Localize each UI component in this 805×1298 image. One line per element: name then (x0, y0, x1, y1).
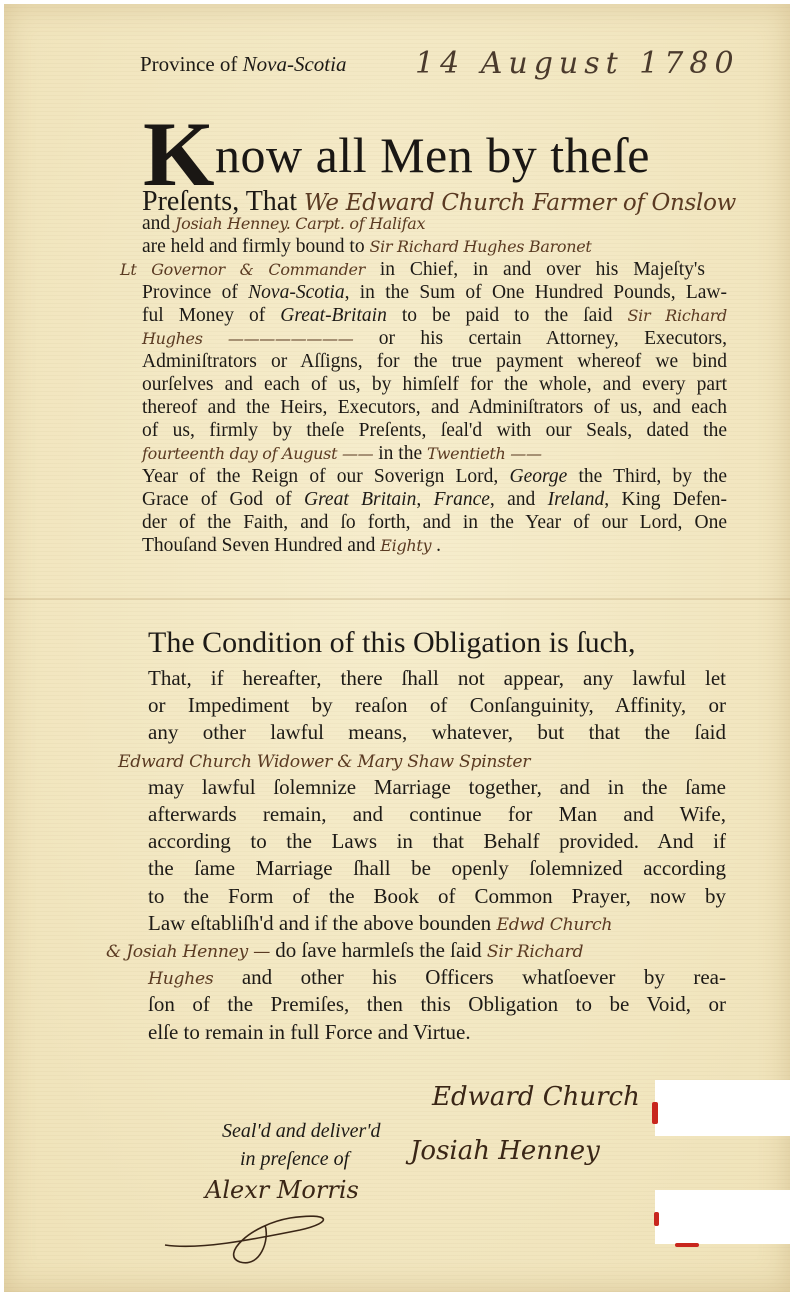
text-line (148, 965, 726, 990)
printed-text: are held and firmly bound to (142, 236, 370, 257)
printed-text: according to the Laws in that Behalf provided. And if (148, 829, 726, 854)
text-line (148, 884, 726, 909)
title-initial: K (143, 103, 215, 205)
attestation-line-1: Seal'd and deliver'd (222, 1120, 381, 1142)
handwritten-entry: Josiah Henney. Carpt. of Halifax (175, 214, 426, 233)
printed-text: der of the Faith, and ſo forth, and in the Year of our Lord, One (142, 512, 727, 533)
text-line (118, 748, 530, 773)
printed-text: Province of (142, 282, 249, 303)
printed-text: any other lawful means, whatever, but that the ſaid (148, 720, 726, 745)
province-name: Nova-Scotia (242, 52, 347, 76)
printed-text: in the (373, 443, 427, 464)
handwritten-entry: Sir Richard (486, 942, 584, 962)
text-line (142, 535, 441, 557)
attestation-line-2: in preſence of (240, 1148, 350, 1170)
text-line (120, 259, 705, 281)
printed-text: thereof and the Heirs, Executors, and Adminiſtrators of us, and each (142, 397, 727, 418)
text-line (148, 775, 726, 800)
printed-text: George (509, 466, 568, 487)
printed-text: or Impediment by reaſon of Conſanguinity, Affinity, or (148, 693, 726, 718)
printed-text: Ireland (547, 489, 605, 510)
text-line (148, 693, 726, 718)
handwritten-entry: Hughes (148, 969, 214, 990)
signature-flourish (160, 1210, 340, 1270)
text-line (148, 802, 726, 827)
printed-text: ful Money of (142, 305, 281, 326)
text-line (142, 328, 727, 350)
printed-text: . (431, 535, 441, 556)
printed-text: may lawful ſolemnize Marriage together, and in the ſame (148, 774, 726, 799)
text-line (142, 489, 727, 511)
printed-text: and other his Officers whatſoever by rea- (213, 965, 726, 990)
handwritten-entry: Hughes ———————— (142, 329, 354, 348)
handwritten-entry: Sir Richard (627, 306, 727, 325)
text-line (148, 856, 726, 881)
handwritten-entry: We Edward Church Farmer of Onslow (304, 190, 736, 216)
printed-text: afterwards remain, and continue for Man and Wife, (148, 802, 726, 826)
handwritten-entry: Edwd Church (496, 914, 613, 935)
printed-text: Grace of God of (142, 489, 304, 510)
printed-text: ourſelves and each of us, by himſelf for the whole, and every part (142, 374, 727, 395)
text-line (142, 282, 727, 304)
handwritten-entry: Edward Church Widower & Mary Shaw Spinster (118, 751, 531, 772)
handwritten-entry: & Josiah Henney — (106, 942, 270, 962)
printed-text: Preſents, That (142, 186, 305, 217)
printed-text: , (416, 489, 434, 510)
printed-text: the ſame Marriage ſhall be openly ſolemnized according (148, 856, 726, 881)
printed-text: Great Britain (303, 489, 417, 510)
seal-tab (655, 1190, 805, 1244)
printed-text: , King Defen- (604, 489, 727, 510)
text-line (142, 374, 727, 396)
printed-text: to the Form of the Book of Common Prayer, now by (148, 883, 726, 908)
witness-signature: Alexr Morris (205, 1176, 359, 1204)
handwritten-entry: fourteenth day of August —— (142, 444, 374, 463)
printed-text: in Chief, in and over his Majeſty's (365, 259, 705, 280)
printed-text: Nova-Scotia (248, 282, 345, 303)
text-line (148, 911, 612, 936)
province-heading (140, 52, 346, 77)
printed-text: ſon of the Premiſes, then this Obligation to be Void, or (148, 992, 726, 1017)
seal-tab (655, 1080, 805, 1136)
title-text: now all Men by theſe (215, 127, 650, 183)
text-line (142, 351, 727, 373)
printed-text: and (142, 213, 176, 234)
text-line (142, 466, 727, 488)
printed-text: do ſave harmleſs the ſaid (269, 938, 487, 962)
printed-text: Law eſtabliſh'd and if the above bounden (148, 910, 497, 935)
text-line (142, 420, 727, 442)
text-line (142, 213, 425, 235)
printed-text: Great-Britain (280, 305, 387, 326)
printed-text: the Third, by the (567, 466, 727, 487)
wax-seal (654, 1212, 659, 1226)
wax-seal (652, 1102, 658, 1124)
handwritten-entry: Sir Richard Hughes Baronet (369, 237, 592, 256)
handwritten-entry: Lt Governor & Commander (120, 260, 366, 279)
text-line (142, 397, 727, 419)
printed-text: , in the Sum of One Hundred Pounds, Law- (344, 282, 728, 303)
text-line (148, 829, 726, 854)
text-line (142, 512, 727, 534)
province-label: Province of (140, 52, 238, 76)
handwritten-date: 14 August 1780 (415, 46, 740, 81)
printed-text: That, if hereafter, there ſhall not appear, any lawful let (148, 666, 726, 690)
signature-josiah-henney: Josiah Henney (410, 1136, 600, 1166)
text-line (106, 938, 583, 963)
fold-crease (4, 598, 790, 600)
printed-text: Adminiſtrators or Aſſigns, for the true payment whereof we bind (142, 351, 727, 372)
printed-text: France (433, 489, 490, 510)
text-line (142, 443, 542, 465)
printed-text: Thouſand Seven Hundred and (142, 535, 381, 556)
text-line (148, 992, 726, 1017)
handwritten-entry: Eighty (380, 536, 432, 555)
text-line (142, 236, 592, 258)
text-line (142, 305, 727, 327)
condition-heading: The Condition of this Obligation is ſuch, (148, 626, 636, 659)
printed-text: of us, firmly by theſe Preſents, ſeal'd with our Seals, dated the (142, 420, 727, 441)
handwritten-entry: Twentieth —— (426, 444, 542, 463)
printed-text: , and (489, 489, 548, 510)
printed-text: to be paid to the ſaid (386, 305, 628, 326)
printed-text: or his certain Attorney, Executors, (353, 328, 727, 349)
printed-text: elſe to remain in full Force and Virtue. (148, 1019, 471, 1044)
printed-text: Year of the Reign of our Soverign Lord, (142, 466, 510, 487)
text-line (148, 666, 726, 691)
text-line (148, 720, 726, 745)
signature-edward-church: Edward Church (432, 1082, 640, 1112)
wax-seal (675, 1243, 699, 1247)
text-line (148, 1020, 471, 1045)
